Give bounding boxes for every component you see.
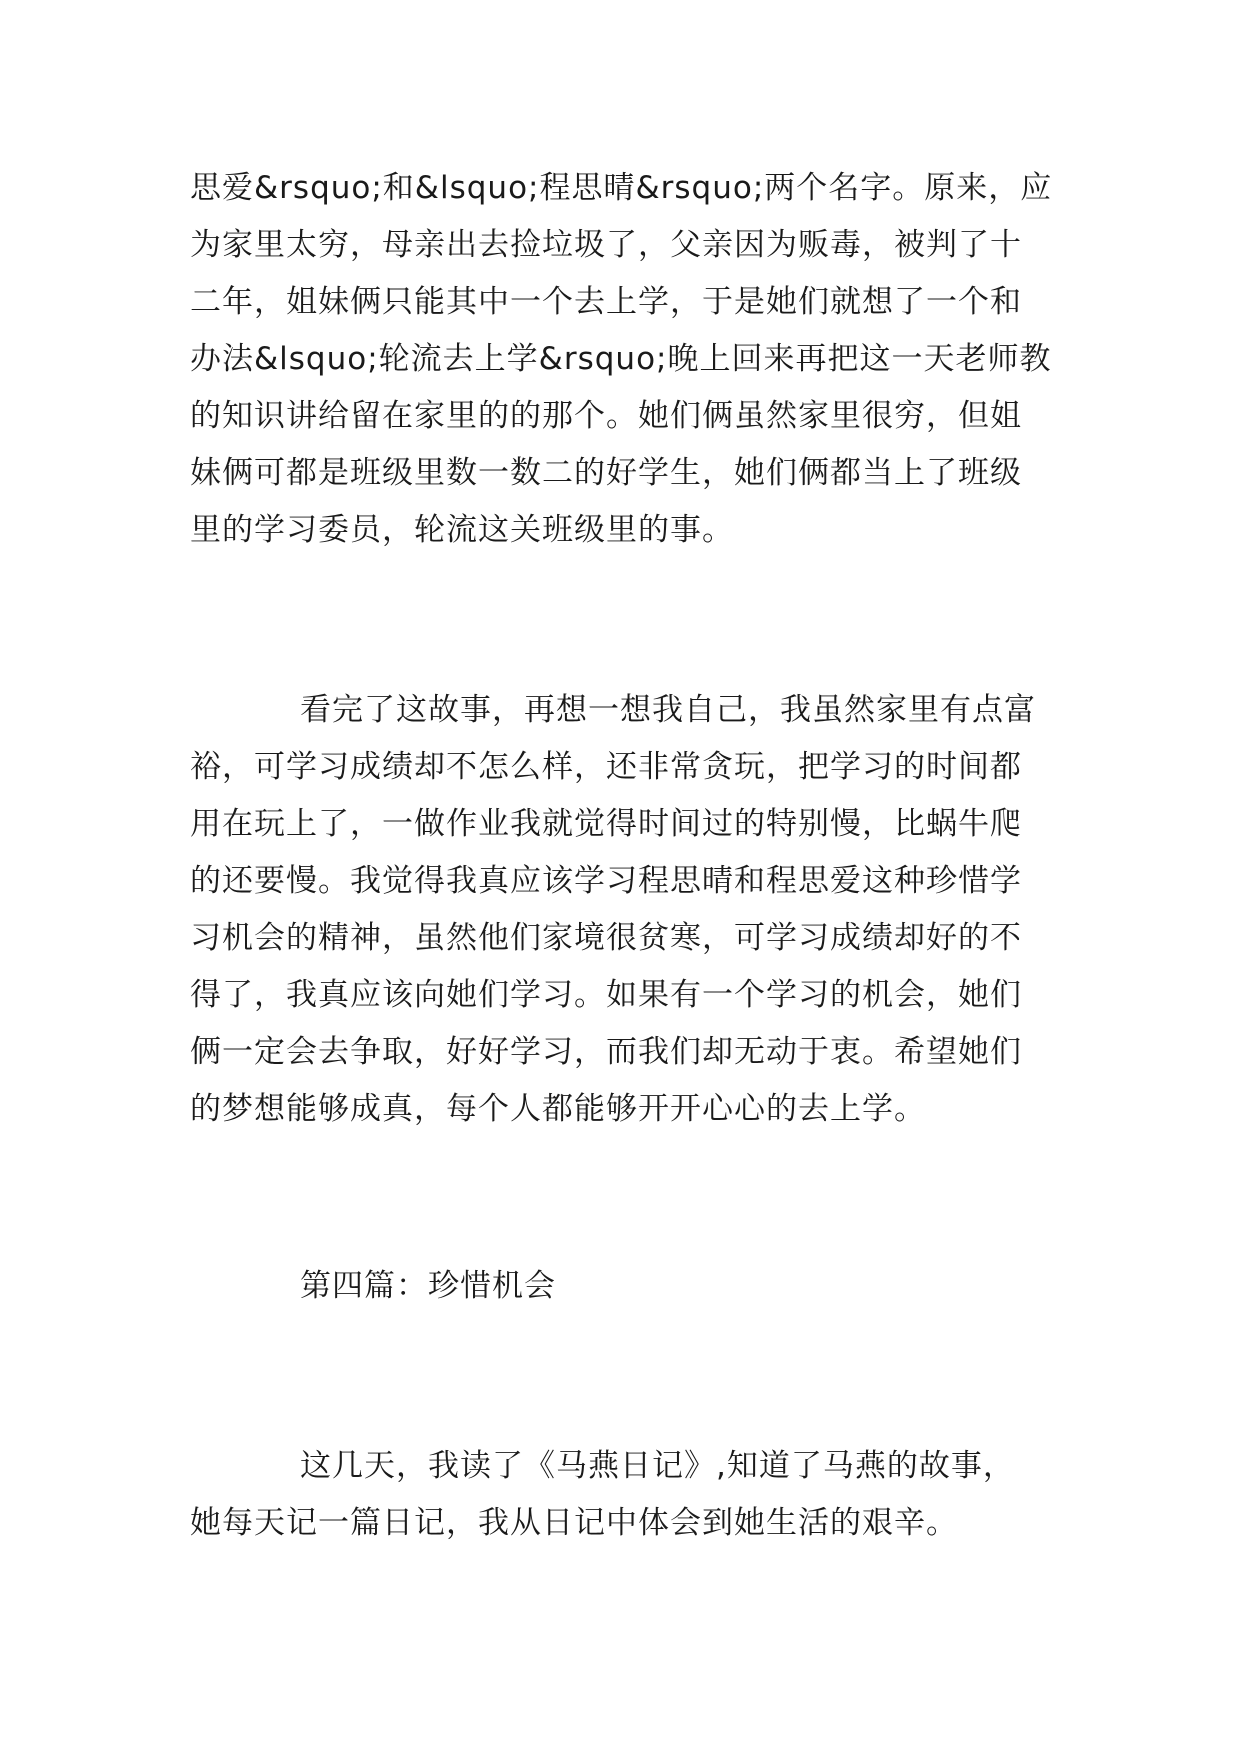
paragraph-line: 的知识讲给留在家里的的那个。她们俩虽然家里很穷，但姐 (190, 398, 1022, 434)
paragraph-line: 思爱&rsquo;和&lsquo;程思晴&rsquo;两个名字。原来，应 (190, 170, 1053, 206)
paragraph-line: 她每天记一篇日记，我从日记中体会到她生活的艰辛。 (190, 1505, 958, 1541)
paragraph-line: 俩一定会去争取，好好学习，而我们却无动于衷。希望她们 (190, 1034, 1022, 1070)
paragraph-line: 看完了这故事，再想一想我自己，我虽然家里有点富 (300, 692, 1036, 728)
paragraph-line: 妹俩可都是班级里数一数二的好学生，她们俩都当上了班级 (190, 455, 1022, 491)
paragraph-line: 的梦想能够成真，每个人都能够开开心心的去上学。 (190, 1091, 926, 1127)
paragraph-line: 这几天，我读了《马燕日记》,知道了马燕的故事， (300, 1448, 1015, 1484)
section-heading: 第四篇：珍惜机会 (300, 1268, 556, 1304)
paragraph-line: 得了，我真应该向她们学习。如果有一个学习的机会，她们 (190, 977, 1022, 1013)
paragraph-line: 里的学习委员，轮流这关班级里的事。 (190, 512, 734, 548)
paragraph-line: 的还要慢。我觉得我真应该学习程思晴和程思爱这种珍惜学 (190, 863, 1022, 899)
paragraph-line: 二年，姐妹俩只能其中一个去上学，于是她们就想了一个和 (190, 284, 1022, 320)
paragraph-line: 用在玩上了，一做作业我就觉得时间过的特别慢，比蜗牛爬 (190, 806, 1022, 842)
paragraph-line: 裕，可学习成绩却不怎么样，还非常贪玩，把学习的时间都 (190, 749, 1022, 785)
paragraph-line: 习机会的精神，虽然他们家境很贫寒，可学习成绩却好的不 (190, 920, 1022, 956)
paragraph-line: 为家里太穷，母亲出去捡垃圾了，父亲因为贩毒，被判了十 (190, 227, 1022, 263)
paragraph-line: 办法&lsquo;轮流去上学&rsquo;晚上回来再把这一天老师教 (190, 341, 1052, 377)
